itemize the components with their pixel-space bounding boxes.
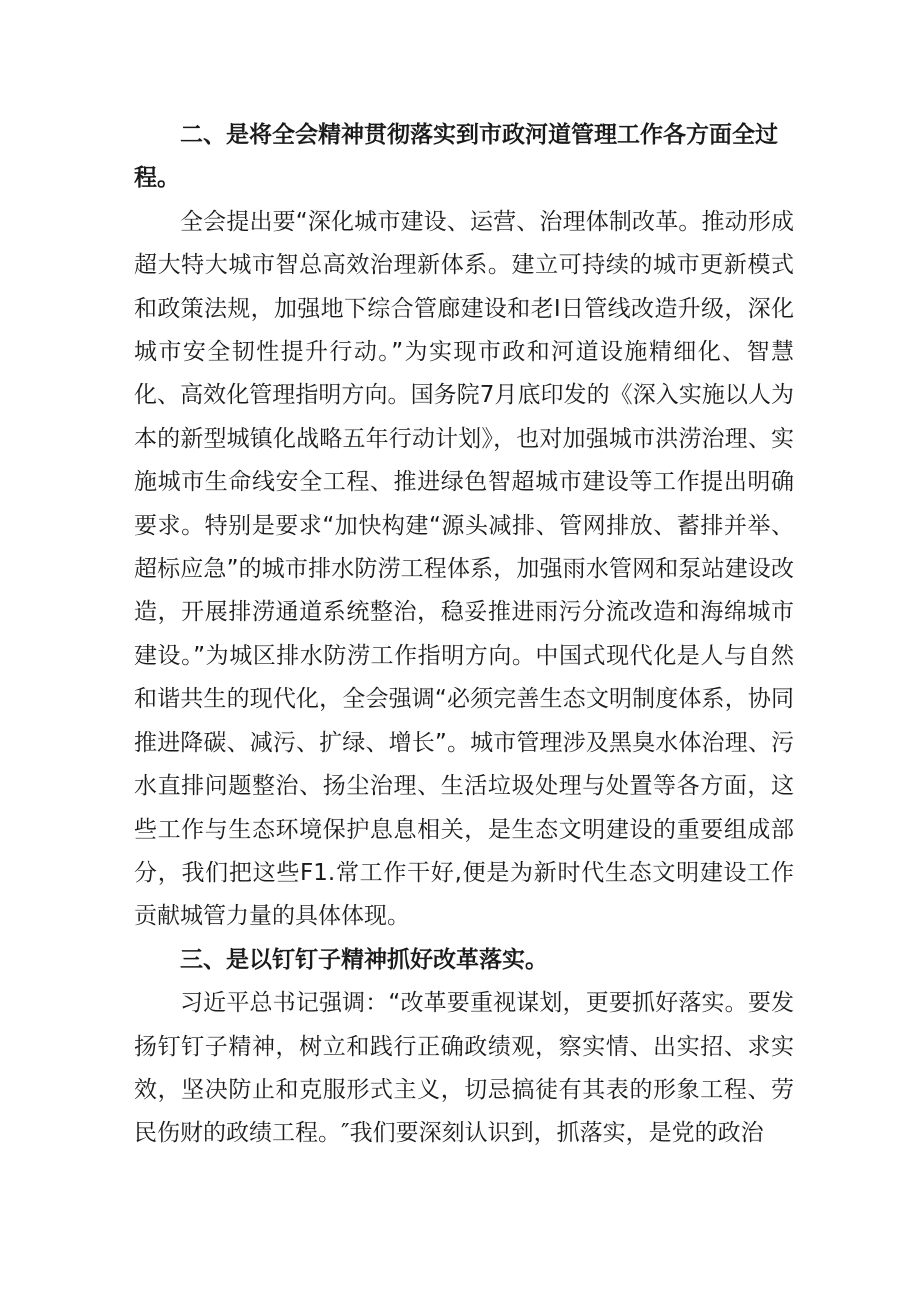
section-heading-3: 三、是以钉钉子精神抓好改革落实。 <box>180 946 548 973</box>
section-paragraph-3: 习近平总书记强调：“改革要重视谋划，更要抓好落实。要发扬钉钉子精神，树立和践行正确政绩观，察实情、出实招、求实效，坚决防止和克服形式主义，切忌搞徒有其表的形象工程、劳民伤财的政绩工程。″我们要深刻认识到，抓落实，是党的政治 <box>134 990 794 1147</box>
document-body <box>134 114 794 1156</box>
section-heading-2: 二、是将全会精神贯彻落实到市政河道管理工作各方面全过程。 <box>134 122 778 192</box>
section-paragraph-2: 全会提出要“深化城市建设、运营、治理体制改革。推动形成超大特大城市智总高效治理新体系。建立可持续的城市更新模式和政策法规，加强地下综合管廊建设和老I日管线改造升级，深化城市安全韧性提升行动。”为实现市政和河道设施精细化、智慧化、高效化管理指明方向。国务院7月底印发的《深入实施以人为本的新型城镇化战略五年行动计划》，也对加强城市洪涝治理、实施城市生命线安全工程、推进绿色智超城市建设等工作提出明确要求。特别是要求“加快构建“源头减排、管网排放、蓄排并举、超标应急”的城市排水防涝工程体系，加强雨水管网和泵站建设改造，开展排涝通道系统整治，稳妥推进雨污分流改造和海绵城市建设。”为城区排水防涝工作指明方向。中国式现代化是人与自然和谐共生的现代化，全会强调“必须完善生态文明制度体系，协同推进降碳、减污、扩绿、增长”。城市管理涉及黑臭水体治理、污水直排问题整治、扬尘治理、生活垃圾处理与处置等各方面，这些工作与生态环境保护息息相关，是生态文明建设的重要组成部分，我们把这些F1.常工作干好,便是为新时代生态文明建设工作贡献城管力量的具体体现。 <box>134 208 794 930</box>
